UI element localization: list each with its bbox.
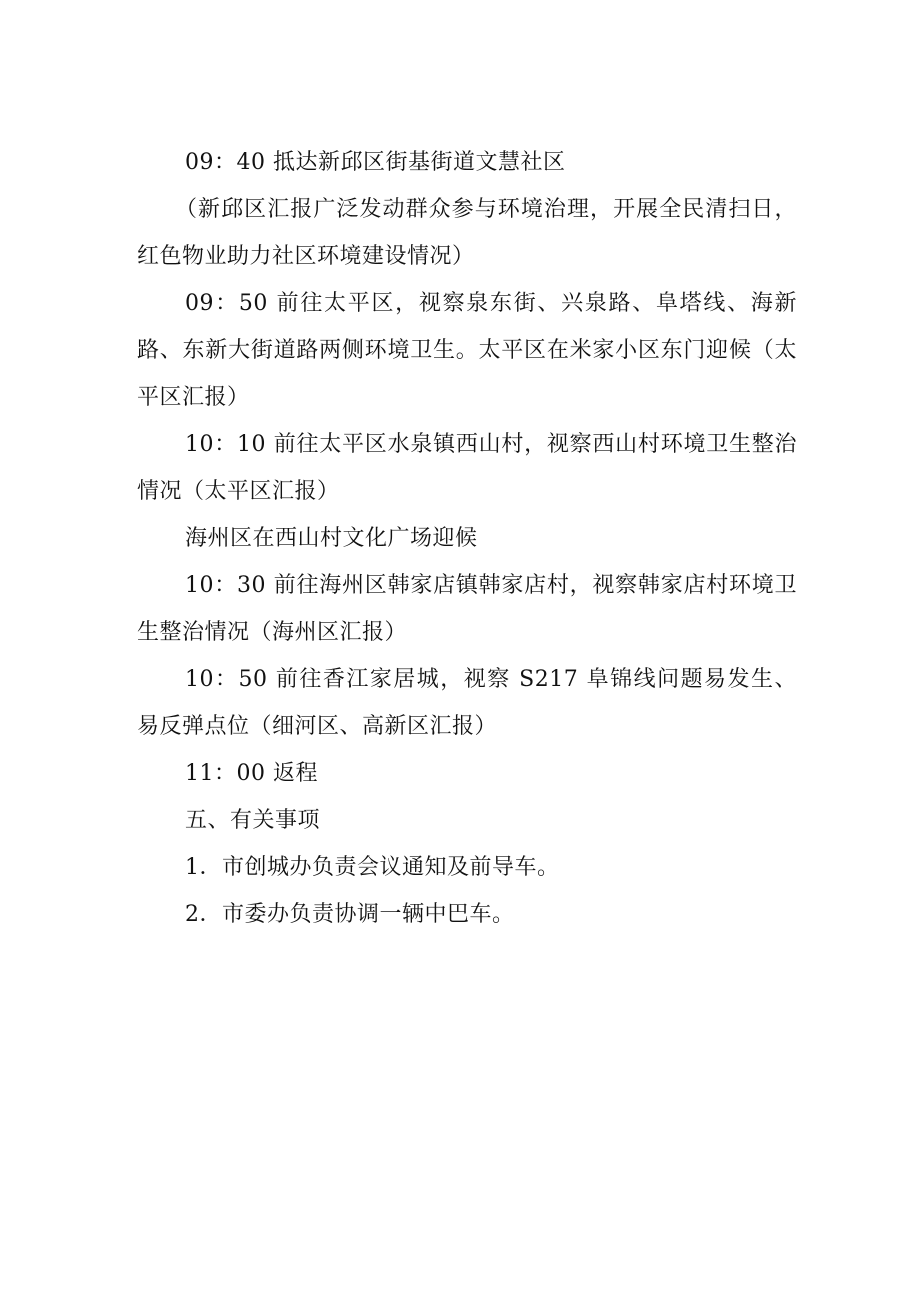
- schedule-item-1010: 10：10 前往太平区水泉镇西山村，视察西山村环境卫生整治情况（太平区汇报）: [137, 432, 797, 504]
- schedule-item-1050: 10：50 前往香江家居城，视察 S217 阜锦线问题易发生、易反弹点位（细河区、高新区汇报）: [137, 667, 797, 739]
- schedule-item-1100: 11：00 返程: [185, 761, 318, 786]
- matter-item-2: 2．市委办负责协调一辆中巴车。: [185, 902, 515, 927]
- matter-item-1: 1．市创城办负责会议通知及前导车。: [185, 855, 560, 880]
- schedule-item-0950: 09：50 前往太平区，视察泉东街、兴泉路、阜塔线、海新路、东新大街道路两侧环境卫生。太平区在米家小区东门迎候（太平区汇报）: [137, 291, 797, 410]
- schedule-note-haizhou-welcome: 海州区在西山村文化广场迎候: [185, 526, 478, 551]
- schedule-item-1030: 10：30 前往海州区韩家店镇韩家店村，视察韩家店村环境卫生整治情况（海州区汇报）: [137, 573, 797, 645]
- document-body: [137, 139, 797, 938]
- schedule-item-0940: 09：40 抵达新邱区街基街道文慧社区: [185, 150, 566, 175]
- section-heading-related-matters: 五、有关事项: [185, 808, 321, 833]
- schedule-note-xinqiu-report: （新邱区汇报广泛发动群众参与环境治理，开展全民清扫日，红色物业助力社区环境建设情况）: [137, 197, 797, 269]
